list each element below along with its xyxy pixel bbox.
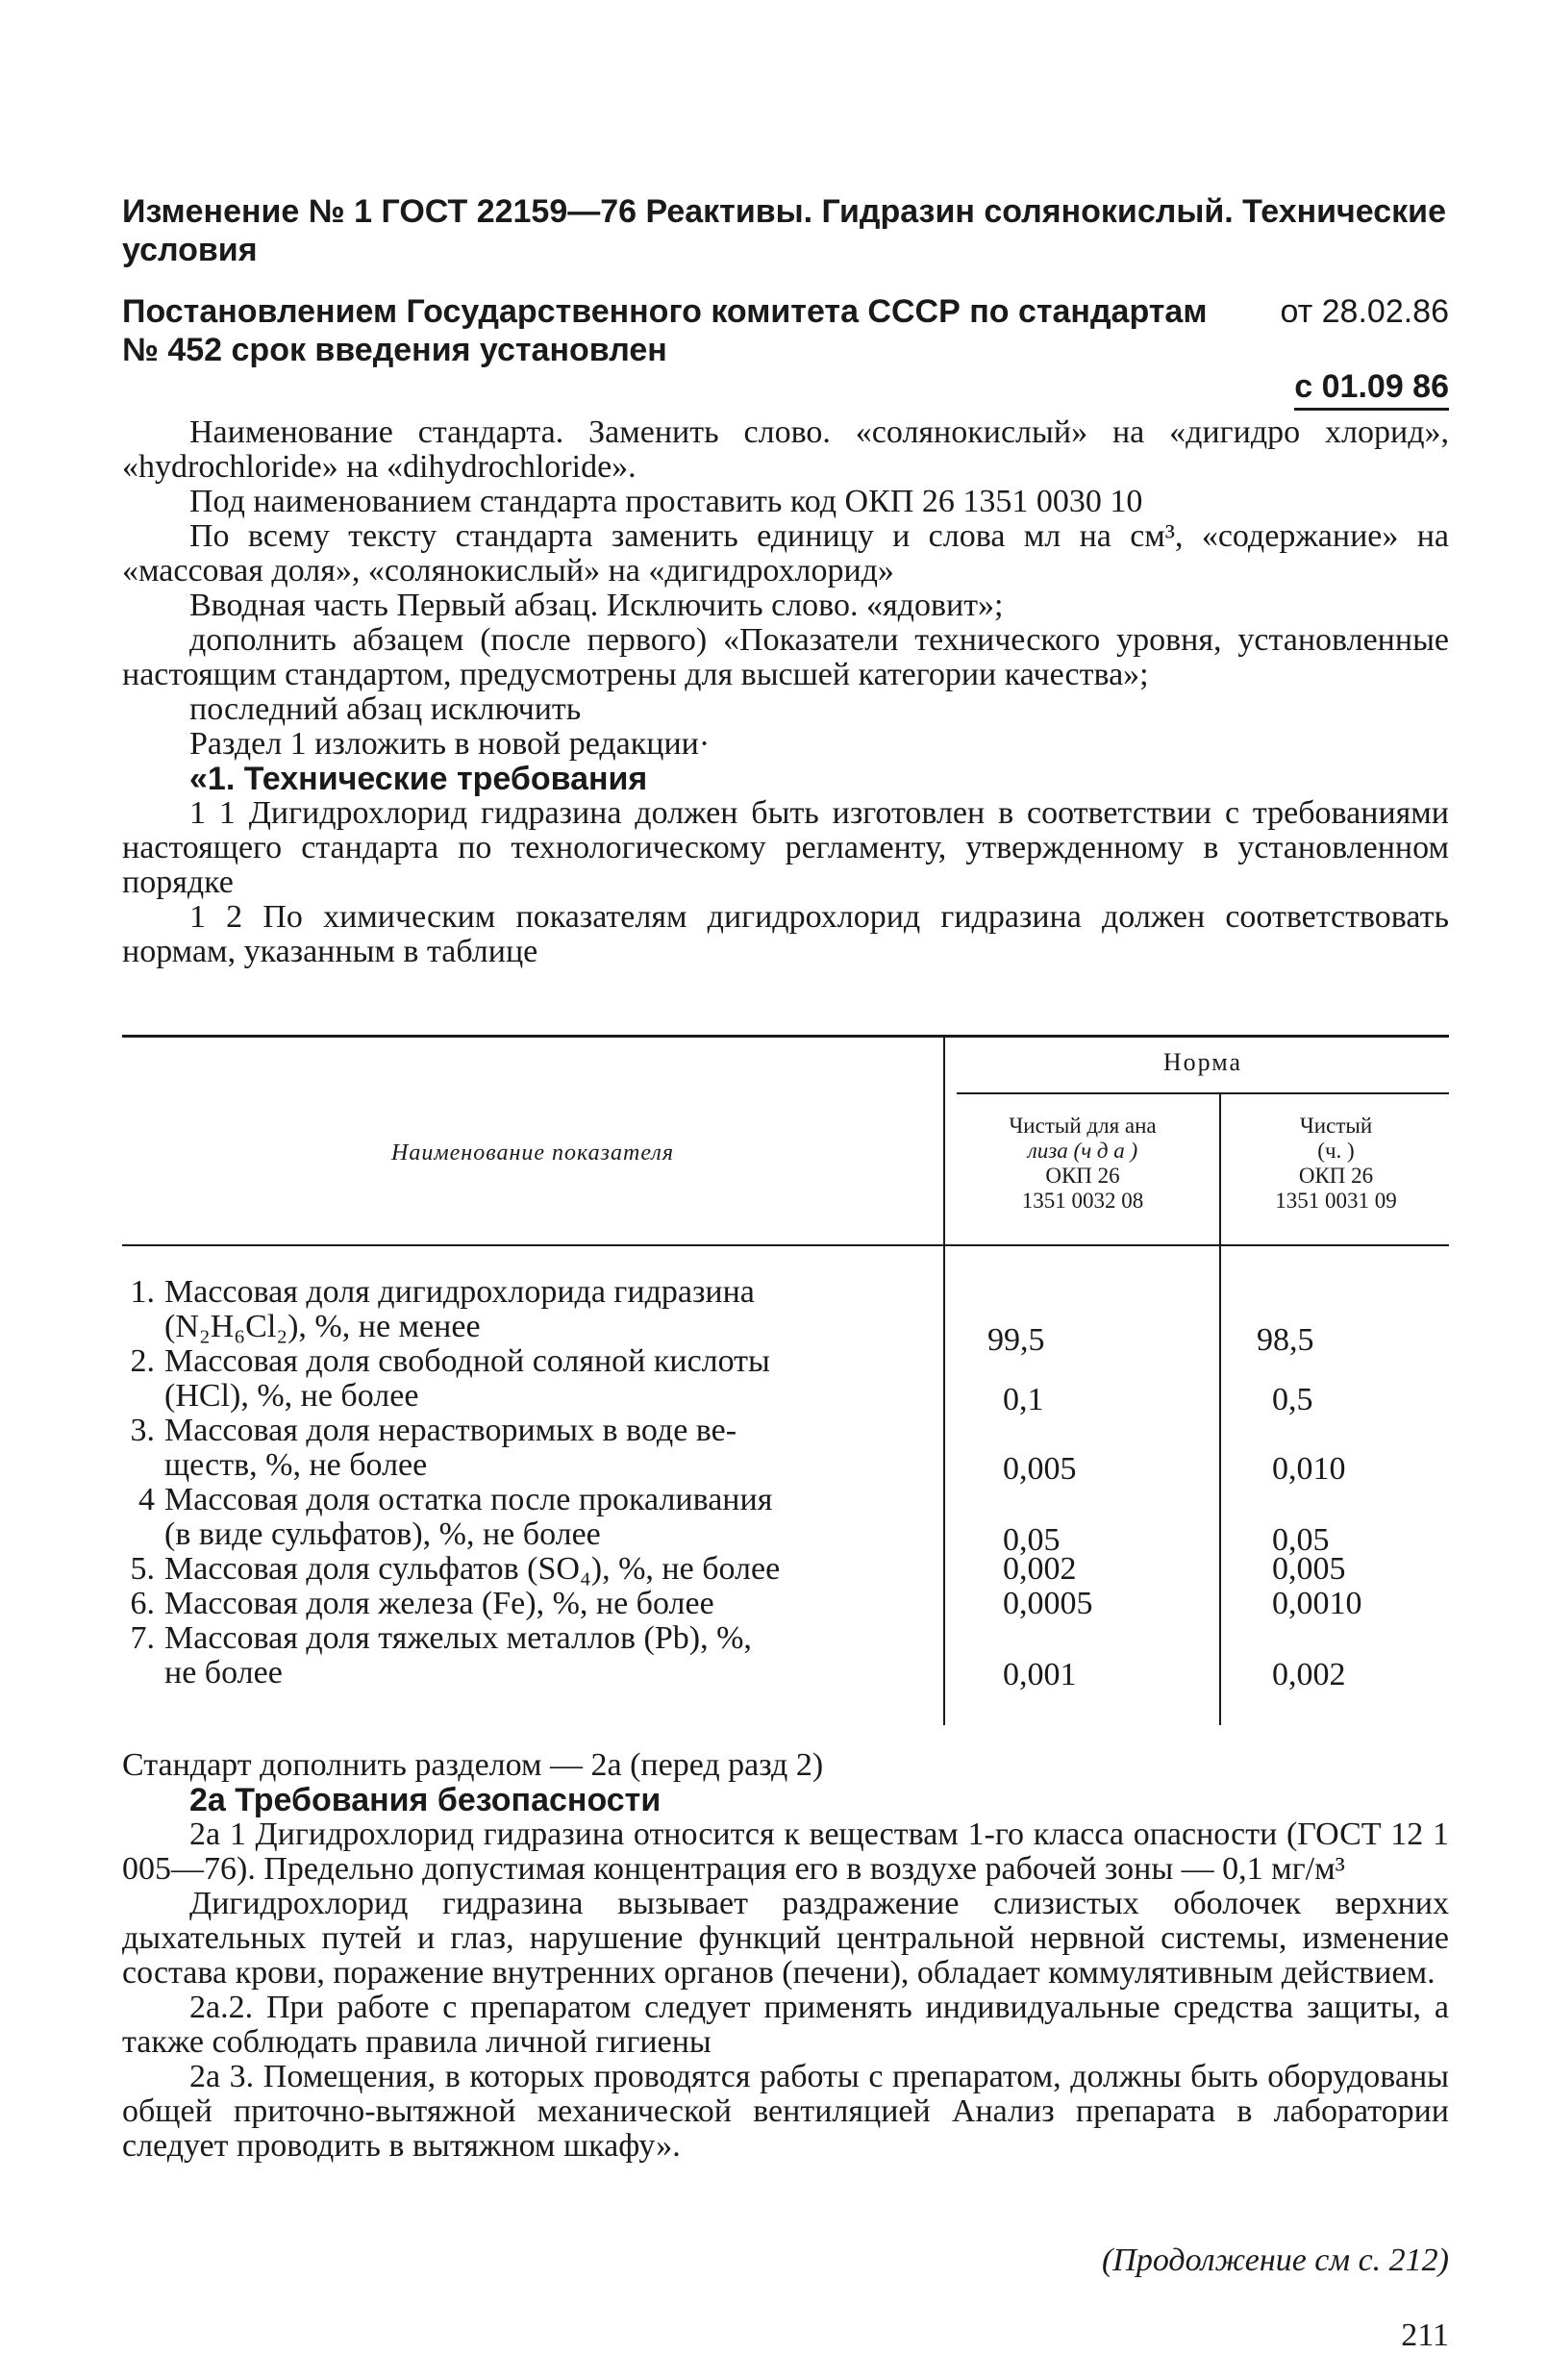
- safety-section: [122, 1748, 1449, 2164]
- value-cell: 0,005: [1272, 1551, 1346, 1587]
- decree-line-2: № 452 срок введения установлен: [122, 332, 667, 368]
- table-row: 2. Массовая доля свободной соляной кислоты (HCl), %, не более: [130, 1343, 770, 1414]
- table-row: 1. Массовая доля дигидрохлорида гидразина (N₂H₆Cl₂), %, не менее: [130, 1274, 755, 1344]
- norma-header: Норма: [1162, 1048, 1243, 1076]
- table-row: 4 Массовая доля остатка после прокаливания (в виде сульфатов), %, не более: [138, 1482, 773, 1552]
- value-cell: 99,5: [987, 1322, 1045, 1358]
- clause-1-2: 1 2 По химическим показателям дигидрохлорид гидразина должен соответствовать нормам, указанным в таблице: [122, 899, 1449, 969]
- amendment-title: Изменение № 1 ГОСТ 22159—76 Реактивы. Гидразин солянокислый. Технические условия: [122, 193, 1446, 268]
- intro-paragraph: Наименование стандарта. Заменить слово. «солянокислый» на «дигидро хлорид», «hydrochloride» на «dihydrochloride».: [122, 414, 1449, 485]
- value-cell: 0,1: [1003, 1382, 1044, 1417]
- intro-paragraph: Под наименованием стандарта проставить код ОКП 26 1351 0030 10: [189, 484, 1143, 519]
- indicator-name-header: Наименование показателя: [390, 1140, 675, 1165]
- value-cell: 0,0005: [1003, 1586, 1093, 1621]
- decree-block: [122, 292, 1449, 405]
- value-cell: 0,010: [1272, 1451, 1346, 1487]
- table-row: 6. Массовая доля железа (Fe), %, не более: [130, 1586, 714, 1621]
- grade-column-header: Чистый (ч. ) ОКП 26 1351 0031 09: [1275, 1114, 1397, 1213]
- table-divider: [1219, 1094, 1221, 1725]
- table-row: 7. Массовая доля тяжелых металлов (Pb), %, не более: [130, 1620, 752, 1691]
- effective-date: с 01.09 86: [1294, 367, 1449, 411]
- value-cell: 0,0010: [1272, 1586, 1362, 1621]
- section-1-heading: «1. Технические требования: [189, 761, 648, 797]
- intro-paragraph: последний абзац исключить: [189, 691, 582, 727]
- clause-2a-1-cont: Дигидрохлорид гидразина вызывает раздражение слизистых оболочек верхних дыхательных путей и глаз, нарушение функций центральной нервной системы, изменение состава крови, поражение внутренних органов (печени), обладает коммулятивным действием.: [122, 1886, 1449, 1991]
- table-header-bottom-rule: [122, 1244, 1449, 1246]
- value-cell: 0,002: [1272, 1657, 1346, 1692]
- page-number: 211: [1401, 2317, 1449, 2353]
- amendment-header: [122, 192, 1449, 405]
- table-header-rule: [957, 1092, 1449, 1094]
- table-top-rule: [122, 1035, 1449, 1038]
- intro-paragraph: Вводная часть Первый абзац. Исключить слово. «ядовит»;: [189, 588, 1004, 623]
- intro-paragraph: Раздел 1 изложить в новой редакции·: [189, 726, 711, 762]
- continued-note: (Продолжение см с. 212): [1101, 2242, 1449, 2278]
- value-cell: 0,002: [1003, 1551, 1077, 1587]
- decree-line-1: Постановлением Государственного комитета СССР по стандартам: [122, 293, 1208, 330]
- clause-2a-1: 2а 1 Дигидрохлорид гидразина относится к веществам 1-го класса опасности (ГОСТ 12 1 005—76). Предельно допустимая концентрация его в воздухе рабочей зоны — 0,1 мг/м³: [122, 1816, 1449, 1887]
- value-cell: 0,5: [1272, 1382, 1313, 1417]
- clause-2a-3: 2а 3. Помещения, в которых проводятся работы с препаратом, должны быть оборудованы общей приточно-вытяжной механической вентиляцией Анализ препарата в лаборатории следует проводить в вытяжном шкафу».: [122, 2059, 1449, 2164]
- section-2a-heading: 2а Требования безопасности: [189, 1782, 662, 1818]
- requirements-table: [122, 1035, 1449, 1725]
- addition-note: Стандарт дополнить разделом — 2а (перед разд 2): [122, 1747, 824, 1783]
- clause-1-1: 1 1 Дигидрохлорид гидразина должен быть изготовлен в соответствии с требованиями настоящего стандарта по технологическому регламенту, утвержденному в установленном порядке: [122, 795, 1449, 900]
- intro-text: [122, 415, 1449, 969]
- value-cell: 98,5: [1257, 1322, 1314, 1358]
- intro-paragraph: По всему тексту стандарта заменить единицу и слова мл на см³, «содержание» на «массовая доля», «солянокислый» на «дигидрохлорид»: [122, 518, 1449, 589]
- value-cell: 0,05: [1272, 1522, 1330, 1558]
- table-row: 3. Массовая доля нерастворимых в воде ве- ществ, %, не более: [130, 1413, 737, 1483]
- value-cell: 0,05: [1003, 1522, 1061, 1558]
- clause-2a-2: 2а.2. При работе с препаратом следует применять индивидуальные средства защиты, а также соблюдать правила личной гигиены: [122, 1990, 1449, 2060]
- intro-paragraph: дополнить абзацем (после первого) «Показатели технического уровня, установленные настоящим стандартом, предусмотрены для высшей категории качества»;: [122, 622, 1449, 692]
- value-cell: 0,001: [1003, 1657, 1077, 1692]
- table-row: 5. Массовая доля сульфатов (SO₄), %, не более: [130, 1551, 781, 1587]
- decree-date: от 28.02.86: [1280, 293, 1449, 330]
- grade-column-header: Чистый для ана лиза (ч д а ) ОКП 26 1351 0032 08: [1009, 1114, 1157, 1213]
- table-divider: [943, 1035, 945, 1725]
- value-cell: 0,005: [1003, 1451, 1077, 1487]
